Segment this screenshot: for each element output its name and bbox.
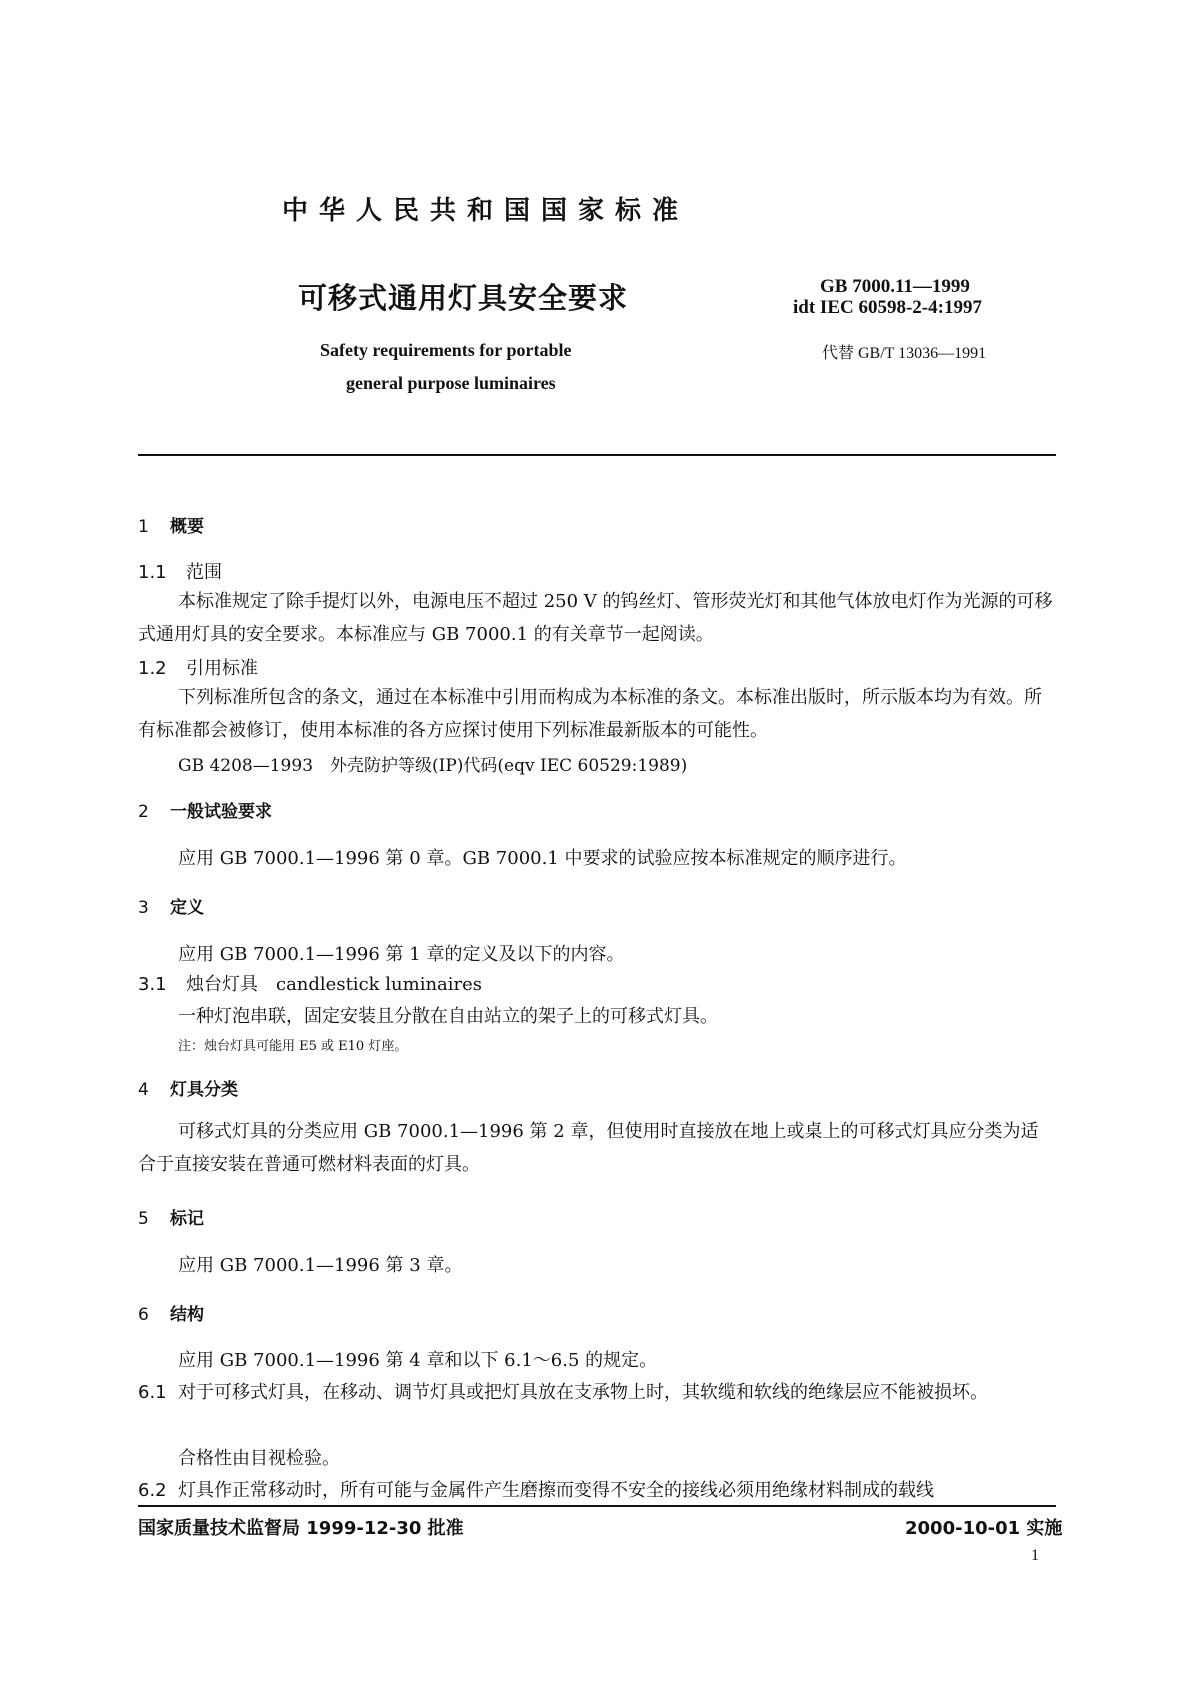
section-title: 范围 — [186, 562, 222, 583]
section-title: 灯具分类 — [170, 1080, 238, 1100]
section-1-heading — [138, 512, 204, 537]
section-1-2-paragraph: 下列标准所包含的条文，通过在本标准中引用而构成为本标准的条文。本标准出版时，所示版本均为有效。所有标准都会被修订，使用本标准的各方应探讨使用下列标准最新版本的可能性。 — [138, 687, 1042, 741]
section-number: 6.1 — [138, 1382, 167, 1403]
section-number: 1 — [138, 517, 149, 537]
section-6-2-text: 灯具作正常移动时，所有可能与金属件产生磨擦而变得不安全的接线必须用绝缘材料制成的载线 — [178, 1480, 934, 1501]
section-3-1-paragraph: 一种灯泡串联，固定安装且分散在自由站立的架子上的可移式灯具。 — [178, 1006, 718, 1027]
section-title: 结构 — [170, 1305, 204, 1325]
section-3-heading — [138, 893, 204, 918]
document-title-en-line1: Safety requirements for portable — [320, 340, 572, 360]
section-title: 引用标准 — [186, 658, 258, 679]
section-6-1-conformity: 合格性由目视检验。 — [178, 1448, 340, 1469]
section-2-paragraph: 应用 GB 7000.1—1996 第 0 章。GB 7000.1 中要求的试验应按本标准规定的顺序进行。 — [178, 848, 907, 869]
effective-date: 2000-10-01 实施 — [905, 1518, 1063, 1539]
section-1-1-paragraph: 本标准规定了除手提灯以外，电源电压不超过 250 V 的钨丝灯、管形荧光灯和其他气体放电灯作为光源的可移式通用灯具的安全要求。本标准应与 GB 7000.1 的有关章节一起阅读。 — [138, 591, 1053, 645]
section-3-1-note: 注：烛台灯具可能用 E5 或 E10 灯座。 — [178, 1039, 408, 1054]
section-4-heading — [138, 1075, 238, 1100]
page-number: 1 — [1031, 1547, 1039, 1564]
section-number: 1.1 — [138, 562, 167, 583]
section-number: 5 — [138, 1209, 149, 1229]
document-title-en-line2: general purpose luminaires — [346, 373, 556, 393]
footer-divider — [138, 1505, 1056, 1507]
section-number: 6.2 — [138, 1480, 167, 1501]
section-2-heading — [138, 797, 272, 822]
section-title: 标记 — [170, 1209, 204, 1229]
section-6-heading — [138, 1300, 204, 1325]
section-3-paragraph: 应用 GB 7000.1—1996 第 1 章的定义及以下的内容。 — [178, 944, 625, 965]
section-4-paragraph: 可移式灯具的分类应用 GB 7000.1—1996 第 2 章，但使用时直接放在地上或桌上的可移式灯具应分类为适合于直接安装在普通可燃材料表面的灯具。 — [138, 1121, 1039, 1175]
section-number: 3 — [138, 898, 149, 918]
section-title: 概要 — [170, 517, 204, 537]
section-6-2-paragraph — [138, 1476, 934, 1502]
standard-idt-reference: idt IEC 60598-2-4:1997 — [793, 297, 982, 318]
section-number: 6 — [138, 1305, 149, 1325]
section-title: 一般试验要求 — [170, 802, 272, 822]
section-6-1-paragraph — [138, 1376, 1056, 1409]
section-number: 2 — [138, 802, 149, 822]
section-5-heading — [138, 1204, 204, 1229]
standard-replaces: 代替 GB/T 13036—1991 — [822, 345, 987, 362]
referenced-standard-item: GB 4208—1993 外壳防护等级(IP)代码(eqv IEC 60529:1989) — [178, 756, 688, 776]
section-1-1-heading — [138, 558, 222, 584]
section-3-1-heading — [138, 970, 482, 996]
header-divider — [138, 454, 1056, 456]
document-title-cn: 可移式通用灯具安全要求 — [298, 281, 629, 315]
section-number: 1.2 — [138, 658, 167, 679]
approval-statement: 国家质量技术监督局 1999-12-30 批准 — [138, 1518, 464, 1539]
section-6-paragraph: 应用 GB 7000.1—1996 第 4 章和以下 6.1～6.5 的规定。 — [178, 1350, 658, 1371]
section-6-1-text: 对于可移式灯具，在移动、调节灯具或把灯具放在支承物上时，其软缆和软线的绝缘层应不能被损坏。 — [178, 1382, 988, 1403]
section-number: 4 — [138, 1080, 149, 1100]
section-5-paragraph: 应用 GB 7000.1—1996 第 3 章。 — [178, 1255, 463, 1276]
section-1-2-heading — [138, 654, 258, 680]
section-title: 烛台灯具 candlestick luminaires — [186, 974, 483, 995]
standard-number: GB 7000.11—1999 — [820, 276, 970, 297]
section-title: 定义 — [170, 898, 204, 918]
section-number: 3.1 — [138, 974, 167, 995]
national-standard-heading: 中华人民共和国国家标准 — [282, 196, 690, 226]
